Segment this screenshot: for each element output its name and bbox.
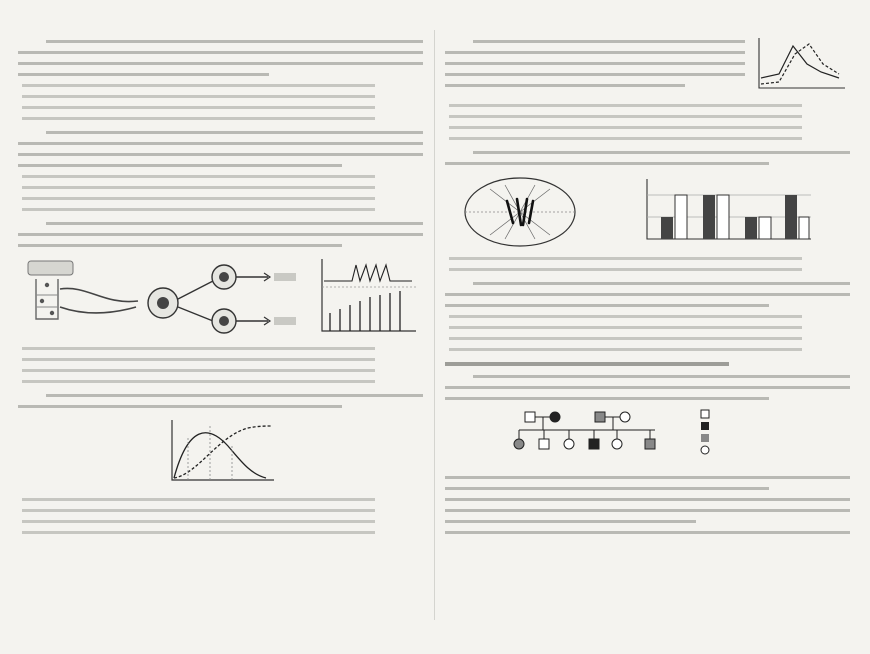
population-growth-curve	[158, 416, 278, 488]
left-page	[18, 34, 423, 604]
question-text-line	[46, 220, 423, 227]
question-text-line	[445, 302, 769, 309]
question-text-line	[18, 71, 269, 78]
answer-option	[22, 518, 375, 525]
question-number	[445, 280, 471, 290]
question-text-line	[473, 280, 850, 287]
chromosome-dna-bar-chart	[625, 173, 815, 251]
answer-option	[22, 82, 375, 89]
growth-curve-figure	[158, 416, 423, 492]
question-text-line	[18, 242, 342, 249]
question-text	[445, 34, 745, 98]
subquestion-line	[445, 529, 850, 536]
answer-options	[22, 173, 423, 213]
figure-row	[18, 255, 423, 341]
question-text-line	[445, 160, 769, 167]
answer-options	[22, 82, 423, 122]
question-text-line	[473, 373, 850, 380]
question-block	[18, 129, 423, 213]
answer-option	[449, 102, 802, 109]
column-divider	[434, 30, 435, 620]
question-block	[445, 280, 850, 353]
subquestion-line	[445, 518, 696, 525]
question-body	[445, 34, 850, 98]
question-text-line	[445, 291, 850, 298]
question-number	[18, 38, 44, 48]
respiration-ethylene-graph	[749, 34, 849, 98]
answer-option	[22, 507, 375, 514]
question-text-line	[445, 82, 685, 89]
cell-division-diagram	[445, 173, 595, 251]
question-block	[18, 220, 423, 385]
question-block	[18, 392, 423, 536]
answer-option	[22, 529, 375, 536]
question-text-line	[473, 149, 850, 156]
question-text-line	[46, 38, 423, 45]
answer-options	[22, 345, 423, 385]
subquestion-line	[445, 507, 850, 514]
pedigree-figure	[505, 408, 850, 470]
question-text-line	[46, 392, 423, 399]
neuron-diagram	[18, 255, 303, 337]
answer-options	[449, 313, 850, 353]
answer-option	[22, 356, 375, 363]
question-block	[445, 373, 850, 536]
pedigree-chart	[505, 408, 775, 466]
answer-option	[22, 367, 375, 374]
question-block	[18, 38, 423, 122]
question-text-line	[18, 403, 342, 410]
answer-option	[22, 104, 375, 111]
question-number	[445, 373, 471, 383]
question-block	[445, 149, 850, 273]
question-text-line	[445, 384, 850, 391]
question-text-line	[18, 60, 423, 67]
subquestion-line	[445, 474, 850, 481]
question-number	[445, 149, 471, 159]
answer-option	[449, 313, 802, 320]
figure-row	[445, 173, 850, 251]
answer-option	[449, 255, 802, 262]
answer-option	[22, 206, 375, 213]
question-text-line	[18, 231, 423, 238]
answer-option	[449, 335, 802, 342]
question-number	[18, 392, 44, 402]
answer-option	[22, 115, 375, 122]
answer-option	[22, 195, 375, 202]
question-text-line	[445, 71, 745, 78]
question-text-line	[18, 162, 342, 169]
answer-option	[449, 135, 802, 142]
question-block	[445, 34, 850, 142]
question-text-line	[18, 151, 423, 158]
question-number	[445, 34, 471, 44]
question-text-line	[46, 129, 423, 136]
answer-option	[449, 266, 802, 273]
answer-option	[449, 346, 802, 353]
answer-option	[449, 113, 802, 120]
answer-option	[22, 378, 375, 385]
answer-options	[449, 102, 850, 142]
question-text-line	[18, 140, 423, 147]
answer-option	[22, 184, 375, 191]
nerve-signal-trace	[312, 255, 422, 337]
answer-options	[22, 496, 423, 536]
question-text-line	[445, 60, 745, 67]
answer-option	[22, 173, 375, 180]
answer-option	[22, 93, 375, 100]
question-text-line	[445, 395, 769, 402]
answer-options	[449, 255, 850, 273]
answer-option	[449, 124, 802, 131]
question-text-line	[473, 38, 745, 45]
answer-option	[22, 345, 375, 352]
question-number	[18, 220, 44, 230]
question-number	[18, 129, 44, 139]
right-page	[445, 34, 850, 604]
answer-option	[22, 496, 375, 503]
subquestion-line	[445, 496, 850, 503]
section-heading	[445, 360, 729, 369]
question-text-line	[18, 49, 423, 56]
subquestion-line	[445, 485, 769, 492]
question-text-line	[445, 49, 745, 56]
answer-option	[449, 324, 802, 331]
